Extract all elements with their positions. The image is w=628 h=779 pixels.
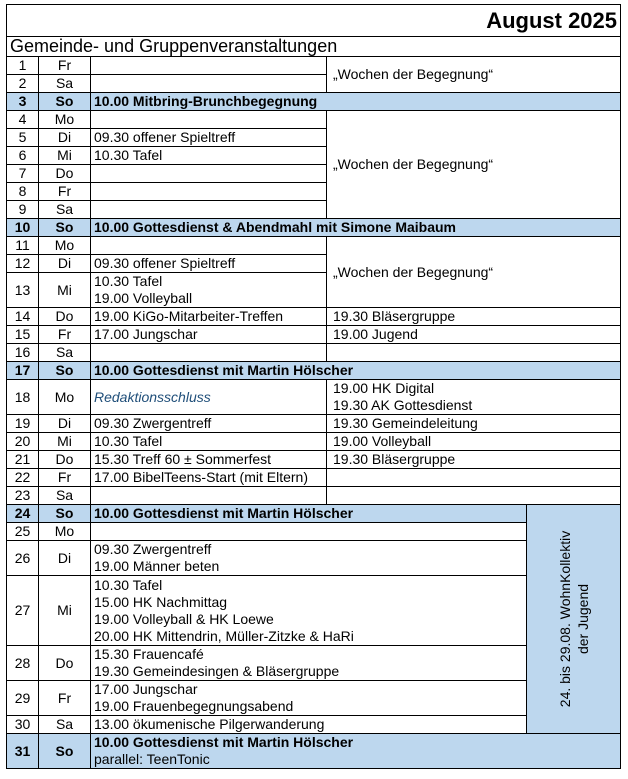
weekday: Fr — [39, 469, 91, 487]
day-number: 31 — [7, 734, 39, 769]
calendar-body — [7, 5, 621, 769]
event-line: 10.30 Tafel — [94, 147, 163, 163]
event-line: 19.00 Männer beten — [94, 558, 220, 574]
month-header-row — [7, 5, 621, 37]
event-cell-right — [327, 451, 621, 469]
day-number: 23 — [7, 487, 39, 505]
event-cell — [91, 75, 327, 93]
day-number: 7 — [7, 165, 39, 183]
event-line: 09.30 offener Spieltreff — [94, 129, 236, 145]
weekday: Sa — [39, 344, 91, 362]
day-row — [7, 237, 621, 255]
event-cell — [91, 646, 527, 681]
event-cell-right — [327, 380, 621, 415]
event-cell — [91, 415, 327, 433]
day-number: 27 — [7, 576, 39, 646]
day-number: 25 — [7, 523, 39, 541]
weekday: Di — [39, 415, 91, 433]
event-line: 17.00 Jungschar — [94, 326, 198, 342]
weekday: Do — [39, 646, 91, 681]
event-cell — [91, 308, 327, 326]
event-cell — [91, 469, 327, 487]
day-row — [7, 57, 621, 75]
day-number: 30 — [7, 716, 39, 734]
day-number: 17 — [7, 362, 39, 380]
event-cell — [91, 165, 327, 183]
event-cell — [91, 362, 621, 380]
day-row — [7, 344, 621, 362]
event-line: 20.00 HK Mittendrin, Müller-Zitzke & HaRi — [94, 627, 354, 644]
weekday: Sa — [39, 201, 91, 219]
wochen-der-begegnung-note: „Wochen der Begegnung“ — [327, 57, 621, 93]
calendar-table — [6, 4, 621, 769]
event-cell — [91, 273, 327, 308]
day-row — [7, 415, 621, 433]
event-cell — [91, 734, 621, 769]
day-number: 2 — [7, 75, 39, 93]
event-line: 10.30 Tafel — [94, 433, 163, 449]
event-cell — [91, 57, 327, 75]
event-line: 17.00 BibelTeens-Start (mit Eltern) — [94, 469, 308, 485]
day-row — [7, 469, 621, 487]
event-line: 19.00 Volleyball — [94, 290, 193, 306]
event-cell — [91, 487, 327, 505]
day-number: 5 — [7, 129, 39, 147]
day-row — [7, 487, 621, 505]
event-cell — [91, 219, 621, 237]
event-line: Redaktionsschluss — [94, 388, 211, 405]
event-cell — [91, 505, 527, 523]
day-row — [7, 308, 621, 326]
day-row — [7, 505, 621, 523]
event-cell — [91, 147, 327, 165]
weekday: Do — [39, 308, 91, 326]
event-cell — [91, 237, 327, 255]
event-cell — [91, 201, 327, 219]
day-number: 22 — [7, 469, 39, 487]
day-number: 24 — [7, 505, 39, 523]
event-line: 09.30 Zwergentreff — [94, 415, 212, 431]
weekday: So — [39, 219, 91, 237]
event-cell — [91, 380, 327, 415]
weekday: Fr — [39, 326, 91, 344]
event-line: 19.00 Volleyball & HK Loewe — [94, 610, 274, 627]
wohnkollektiv-text — [556, 531, 592, 707]
weekday: Mo — [39, 523, 91, 541]
day-number: 19 — [7, 415, 39, 433]
weekday: Mi — [39, 433, 91, 451]
day-number: 16 — [7, 344, 39, 362]
event-line: 19.00 KiGo-Mitarbeiter-Treffen — [94, 308, 284, 324]
weekday: Do — [39, 451, 91, 469]
event-cell — [91, 523, 527, 541]
event-cell-right — [327, 326, 621, 344]
weekday: Di — [39, 129, 91, 147]
day-number: 28 — [7, 646, 39, 681]
day-number: 6 — [7, 147, 39, 165]
weekday: Fr — [39, 57, 91, 75]
weekday: Mi — [39, 576, 91, 646]
weekday: Di — [39, 541, 91, 576]
event-cell-right — [327, 308, 621, 326]
event-line: 10.00 Gottesdienst mit Martin Hölscher — [94, 505, 354, 521]
event-line: 19.00 HK Digital — [333, 380, 435, 396]
day-row — [7, 111, 621, 129]
event-cell — [91, 183, 327, 201]
event-line: 10.30 Tafel — [94, 576, 163, 593]
wohnkollektiv-line1: 24. bis 29.08. WohnKollektiv — [556, 530, 573, 708]
wochen-der-begegnung-note: „Wochen der Begegnung“ — [327, 237, 621, 308]
day-row — [7, 362, 621, 380]
event-line: 10.00 Mitbring-Brunchbegegnung — [94, 93, 318, 109]
event-cell — [91, 93, 621, 111]
weekday: Sa — [39, 716, 91, 734]
day-row — [7, 734, 621, 769]
event-line: 19.00 Frauenbegegnungsabend — [94, 698, 294, 714]
event-cell — [91, 541, 527, 576]
day-number: 3 — [7, 93, 39, 111]
weekday: So — [39, 505, 91, 523]
weekday: Di — [39, 255, 91, 273]
event-cell — [91, 344, 327, 362]
day-number: 1 — [7, 57, 39, 75]
event-line: 19.00 Volleyball — [333, 433, 432, 449]
day-number: 21 — [7, 451, 39, 469]
event-cell — [91, 716, 527, 734]
event-line: 10.30 Tafel — [94, 273, 163, 289]
event-cell — [91, 326, 327, 344]
day-row — [7, 326, 621, 344]
weekday: Fr — [39, 681, 91, 716]
event-cell — [91, 255, 327, 273]
event-cell — [91, 111, 327, 129]
wohnkollektiv-note — [527, 505, 621, 734]
event-line: parallel: TeenTonic — [94, 751, 210, 767]
day-number: 10 — [7, 219, 39, 237]
day-row — [7, 93, 621, 111]
weekday: Sa — [39, 487, 91, 505]
day-number: 11 — [7, 237, 39, 255]
day-row — [7, 380, 621, 415]
event-cell-right — [327, 344, 621, 362]
day-number: 29 — [7, 681, 39, 716]
event-cell — [91, 576, 527, 646]
event-line: 10.00 Gottesdienst & Abendmahl mit Simone Maibaum — [94, 219, 456, 235]
weekday: Mo — [39, 380, 91, 415]
day-number: 8 — [7, 183, 39, 201]
weekday: Mo — [39, 111, 91, 129]
weekday: So — [39, 93, 91, 111]
day-number: 4 — [7, 111, 39, 129]
event-cell-right — [327, 469, 621, 487]
event-line: 19.30 Gemeindeleitung — [333, 415, 478, 431]
weekday: Do — [39, 165, 91, 183]
event-cell-right — [327, 487, 621, 505]
event-line: 19.30 Bläsergruppe — [333, 451, 456, 467]
subtitle-row — [7, 37, 621, 57]
day-row — [7, 219, 621, 237]
weekday: Sa — [39, 75, 91, 93]
event-cell-right — [327, 433, 621, 451]
day-row — [7, 433, 621, 451]
event-line: 19.30 Gemeindesingen & Bläsergruppe — [94, 663, 340, 679]
day-row — [7, 451, 621, 469]
event-line: 15.00 HK Nachmittag — [94, 593, 228, 610]
event-cell — [91, 451, 327, 469]
day-number: 13 — [7, 273, 39, 308]
day-number: 20 — [7, 433, 39, 451]
weekday: So — [39, 734, 91, 769]
day-number: 9 — [7, 201, 39, 219]
event-cell — [91, 129, 327, 147]
event-line: 09.30 offener Spieltreff — [94, 255, 236, 271]
event-line: 15.30 Frauencafé — [94, 646, 204, 662]
wochen-der-begegnung-note: „Wochen der Begegnung“ — [327, 111, 621, 219]
event-line: 09.30 Zwergentreff — [94, 541, 212, 557]
event-cell — [91, 681, 527, 716]
event-cell-right — [327, 415, 621, 433]
weekday: So — [39, 362, 91, 380]
weekday: Mi — [39, 273, 91, 308]
day-number: 15 — [7, 326, 39, 344]
day-number: 26 — [7, 541, 39, 576]
event-line: 19.00 Jugend — [333, 326, 418, 342]
day-number: 18 — [7, 380, 39, 415]
event-line: 13.00 ökumenische Pilgerwanderung — [94, 716, 325, 732]
section-subtitle: Gemeinde- und Gruppenveranstaltungen — [7, 37, 621, 57]
weekday: Mo — [39, 237, 91, 255]
event-line: 19.30 AK Gottesdienst — [333, 397, 473, 413]
event-line: 17.00 Jungschar — [94, 681, 198, 697]
weekday: Fr — [39, 183, 91, 201]
weekday: Mi — [39, 147, 91, 165]
event-line: 10.00 Gottesdienst mit Martin Hölscher — [94, 734, 354, 750]
day-number: 12 — [7, 255, 39, 273]
month-title: August 2025 — [7, 5, 621, 37]
event-line: 10.00 Gottesdienst mit Martin Hölscher — [94, 362, 354, 378]
event-line: 15.30 Treff 60 ± Sommerfest — [94, 451, 272, 467]
event-line: 19.30 Bläsergruppe — [333, 308, 456, 324]
wohnkollektiv-line2: der Jugend — [574, 583, 591, 655]
event-cell — [91, 433, 327, 451]
day-number: 14 — [7, 308, 39, 326]
